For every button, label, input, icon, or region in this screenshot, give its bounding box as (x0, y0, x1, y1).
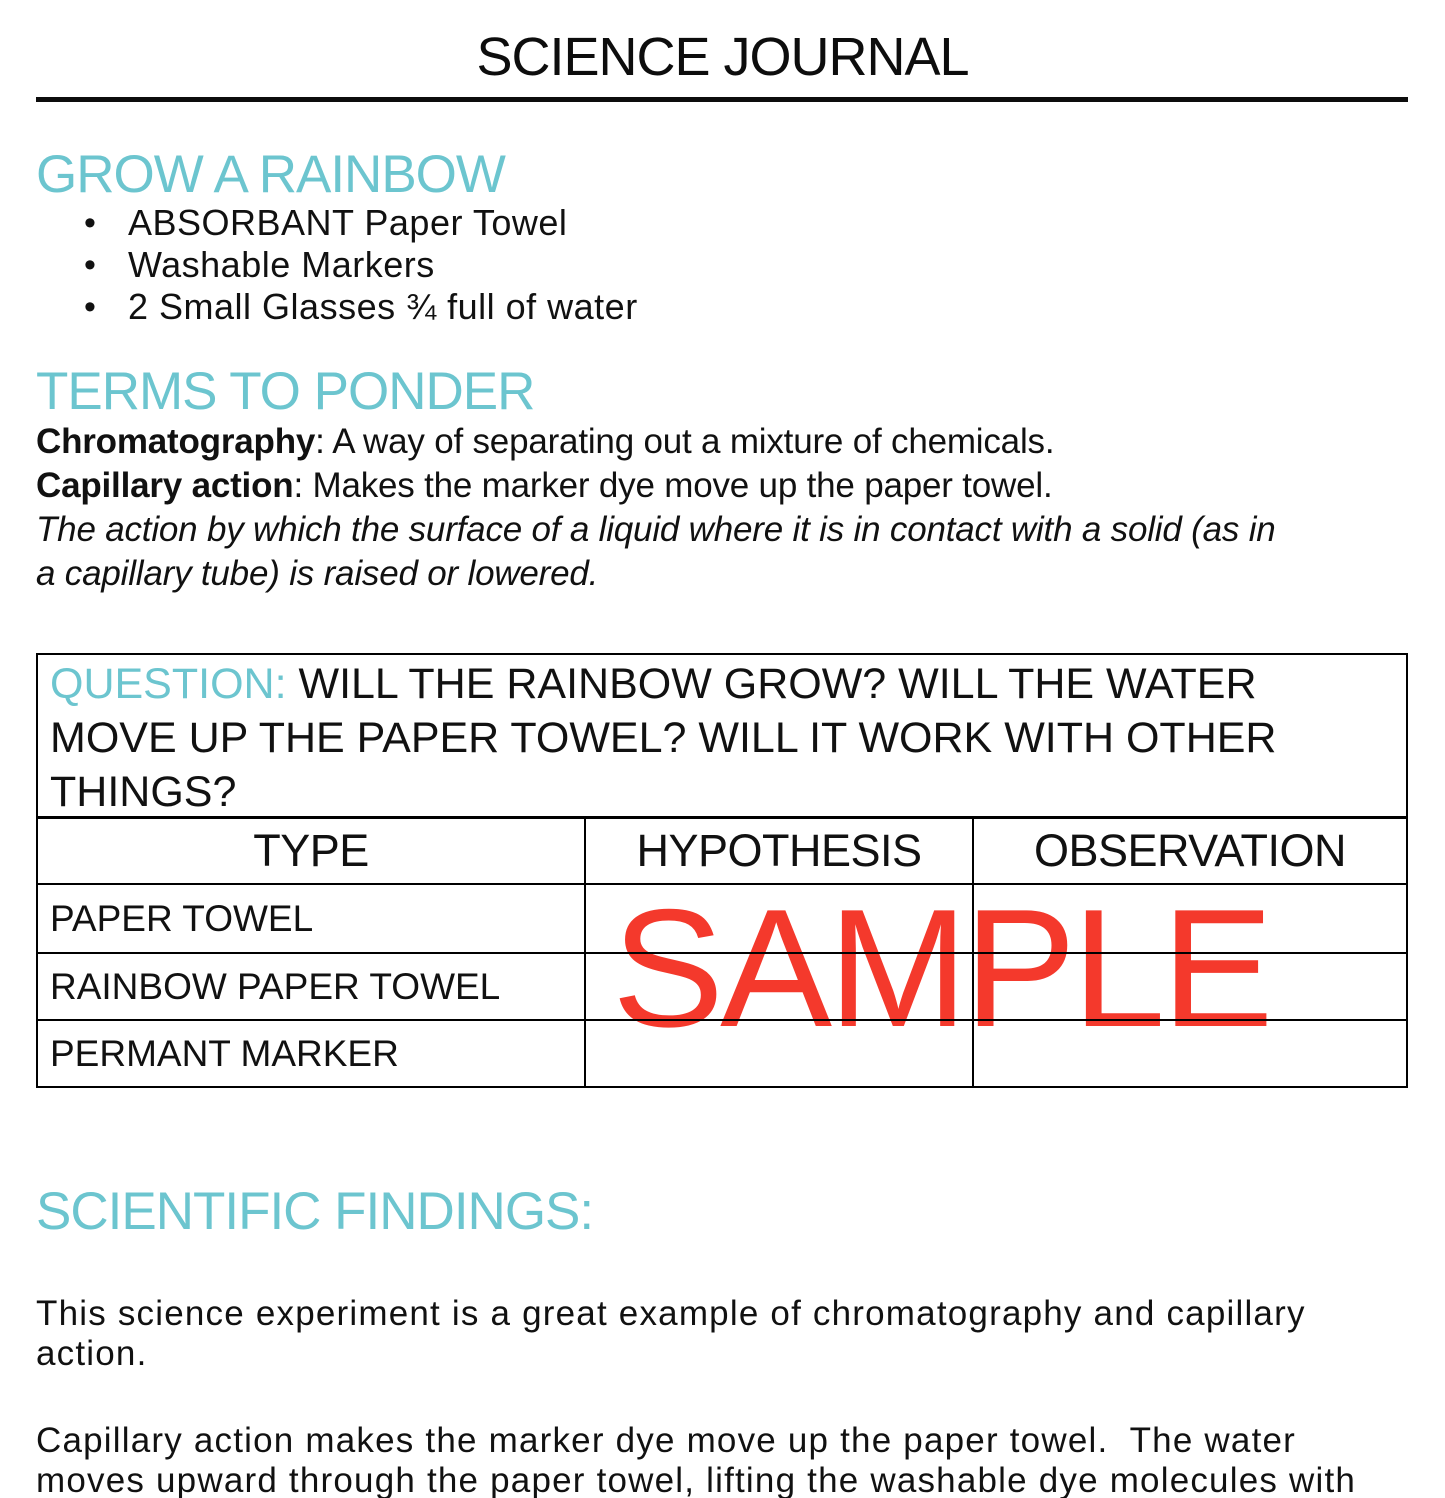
terms-definitions (36, 420, 1445, 596)
definition-capillary-action (36, 464, 1445, 508)
bullet-icon: • (84, 246, 97, 284)
question-line: THINGS? (50, 768, 237, 816)
list-item-text: ABSORBANT Paper Towel (128, 202, 568, 243)
definition-chromatography (36, 420, 1445, 464)
experiment-table (36, 653, 1408, 1088)
table-row (38, 1019, 1406, 1086)
materials-list (36, 202, 1136, 328)
bullet-icon: • (84, 288, 97, 326)
type-cell: PERMANT MARKER (38, 1019, 584, 1086)
table-row (38, 952, 1406, 1019)
paragraph-line: moves upward through the paper towel, lifting the washable dye molecules with (36, 1461, 1357, 1498)
question-label: QUESTION: (50, 660, 287, 708)
observation-cell (972, 885, 1406, 952)
sample-watermark: SAMPLE (612, 874, 1270, 1062)
list-item (36, 286, 1136, 328)
hypothesis-cell (584, 952, 972, 1019)
definition-term: Capillary action (36, 466, 294, 505)
section-heading-terms-to-ponder: TERMS TO PONDER (36, 362, 535, 421)
definition-text: : A way of separating out a mixture of chemicals. (315, 422, 1055, 461)
question-text: WILL THE RAINBOW GROW? WILL THE WATER (286, 660, 1257, 708)
section-heading-scientific-findings: SCIENTIFIC FINDINGS: (36, 1182, 594, 1241)
page-title: SCIENCE JOURNAL (476, 27, 969, 87)
column-header-type: TYPE (253, 825, 369, 876)
bullet-icon: • (84, 204, 97, 242)
question-line (50, 657, 1394, 711)
type-cell: RAINBOW PAPER TOWEL (38, 952, 584, 1019)
definition-term: Chromatography (36, 422, 316, 461)
table-row (38, 885, 1406, 952)
column-header-observation: OBSERVATION (972, 819, 1406, 883)
list-item (36, 244, 1136, 286)
hypothesis-cell (584, 885, 972, 952)
type-cell: PAPER TOWEL (50, 897, 314, 939)
table-header-row (38, 819, 1406, 885)
question-cell (38, 655, 1406, 819)
column-header-hypothesis: HYPOTHESIS (584, 819, 972, 883)
definition-note-line: a capillary tube) is raised or lowered. (36, 554, 599, 593)
definition-text: : Makes the marker dye move up the paper towel. (293, 466, 1053, 505)
section-heading-grow-a-rainbow: GROW A RAINBOW (36, 145, 505, 204)
hypothesis-cell (584, 1019, 972, 1086)
paragraph-line: Capillary action makes the marker dye move up the paper towel. The water (36, 1421, 1297, 1460)
observation-cell (972, 952, 1406, 1019)
list-item (36, 202, 1136, 244)
definition-note-line: The action by which the surface of a liquid where it is in contact with a solid (as in (36, 510, 1276, 549)
paragraph-line: action. (36, 1334, 148, 1373)
title-divider-rule (36, 97, 1408, 102)
list-item-text: Washable Markers (128, 244, 435, 285)
findings-paragraph (36, 1294, 1445, 1374)
paragraph-line: This science experiment is a great example of chromatography and capillary (36, 1294, 1306, 1333)
findings-paragraph (36, 1421, 1445, 1498)
list-item-text: 2 Small Glasses ¾ full of water (128, 286, 638, 327)
question-line: MOVE UP THE PAPER TOWEL? WILL IT WORK WITH OTHER (50, 714, 1277, 762)
observation-cell (972, 1019, 1406, 1086)
